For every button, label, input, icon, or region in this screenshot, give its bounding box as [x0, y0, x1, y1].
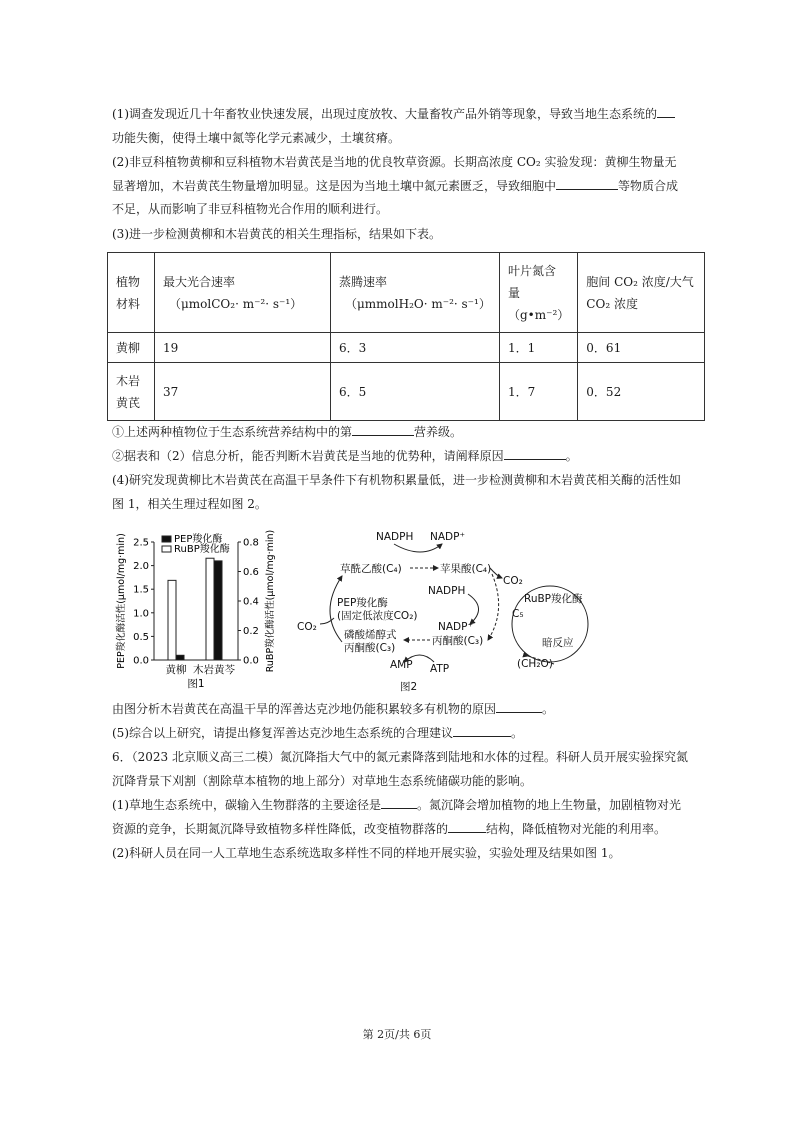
- arrow-malate-co2: [490, 568, 502, 578]
- arrow-malate-pyruvate: [488, 574, 499, 640]
- question-6-1-tail: 结构，降低植物对光能的利用率。: [486, 821, 667, 836]
- c5-label: C₅: [512, 608, 524, 620]
- legend-swatch-pep: [162, 536, 171, 542]
- arrow-co2-fixation: [330, 576, 342, 642]
- y-tick-label-left: 2.0: [133, 561, 149, 573]
- question-3-2-tail: 。: [565, 449, 578, 463]
- answer-blank[interactable]: [448, 820, 486, 833]
- table-cell: 37: [155, 363, 331, 421]
- answer-blank[interactable]: [657, 105, 675, 118]
- question-6: [112, 746, 688, 793]
- header-cell: 最大光合速率 （μmolCO₂· m⁻²· s⁻¹）: [155, 253, 331, 333]
- legend-swatch-rubp: [162, 546, 171, 552]
- answer-blank[interactable]: [453, 724, 511, 737]
- y-tick-label-right: 0.6: [243, 567, 259, 578]
- amp-label: AMP: [390, 659, 413, 671]
- pep-enzyme-note: (固定低浓度CO₂): [337, 610, 418, 622]
- question-6-1: [112, 794, 688, 841]
- question-4-text: (4)研究发现黄柳比木岩黄芪在高温干旱条件下有机物积累量低，进一步检测黄柳和木岩黄芪相关酶的活性如图 1，相关生理过程如图 2。: [112, 473, 682, 511]
- arrow-nadph-mid: [468, 594, 479, 624]
- question-3-2-text: ②据表和（2）信息分析，能否判断木岩黄芪是当地的优势种，请阐释原因: [112, 449, 504, 463]
- data-table: [107, 252, 705, 421]
- table-cell: 19: [155, 333, 331, 363]
- question-4-tail: [112, 698, 688, 722]
- malate-label: 苹果酸(C₄): [440, 563, 492, 575]
- question-5: [112, 722, 688, 746]
- x-tick-label: 黄柳: [165, 664, 187, 676]
- question-3-1: [112, 421, 688, 445]
- co2-label-left: CO₂: [297, 621, 317, 633]
- y-axis-label-left: PEP羧化酶活性(μmol/mg·min): [116, 533, 127, 669]
- answer-blank[interactable]: [496, 700, 542, 713]
- x-tick-label: 木岩黄芩: [193, 664, 235, 676]
- pep-label-line1: 磷酸烯醇式: [344, 629, 397, 641]
- table-cell: 1．7: [500, 363, 578, 421]
- y-tick-label-left: 0.0: [133, 655, 149, 667]
- question-3-2: [112, 445, 688, 469]
- bar-rubp-1: [206, 558, 214, 660]
- header-cell: 叶片氮含 量 （g•m⁻²）: [500, 253, 578, 333]
- question-6-2-text: (2)科研人员在同一人工草地生态系统选取多样性不同的样地开展实验，实验处理及结果如图 1。: [112, 846, 621, 860]
- table-cell: 0．52: [578, 363, 705, 421]
- question-6-1-text: (1)草地生态系统中，碳输入生物群落的主要途径是: [112, 798, 381, 812]
- legend-label-pep: PEP羧化酶: [174, 534, 223, 545]
- table-cell: 1．1: [500, 333, 578, 363]
- question-1-tail: 功能失衡，使得土壤中氮等化学元素减少，土壤贫瘠。: [112, 130, 401, 145]
- question-6-2: [112, 842, 688, 866]
- oxaloacetate-label: 草酰乙酸(C₄): [340, 563, 402, 575]
- question-4: [112, 469, 688, 516]
- rubp-enzyme-label: RuBP羧化酶: [524, 593, 583, 605]
- question-6-1-mid: 。氮沉降会增加植物的地上生物量，加剧植物对光资源的竞争，长期氮沉降导致植物多样性降低，改变植物群落的: [112, 798, 682, 836]
- header-cell: 蒸腾速率 （μmmolH₂O· m⁻²· s⁻¹）: [331, 253, 500, 333]
- question-6-text: 6．（2023 北京顺义高三二模）氮沉降指大气中的氮元素降落到陆地和水体的过程。科研人员开展实验探究氮沉降背景下刈割（割除草本植物的地上部分）对草地生态系统储碳功能的影响。: [112, 750, 688, 788]
- y-tick-label-left: 1.5: [133, 584, 149, 596]
- y-axis-label-right: RuBP羧化酶活性(μmol/mg·min): [265, 529, 276, 673]
- bar-pep-0: [176, 655, 184, 660]
- question-1-text: (1)调查发现近几十年畜牧业快速发展，出现过度放牧、大量畜牧产品外销等现象，导致当地生态系统的: [112, 107, 658, 121]
- ch2o-label: (CH₂O): [517, 658, 553, 670]
- table-cell: 6．3: [331, 333, 500, 363]
- co2-label-right: CO₂: [503, 575, 523, 587]
- question-3-text: (3)进一步检测黄柳和木岩黄芪的相关生理指标，结果如下表。: [112, 227, 442, 241]
- table-row: [108, 363, 705, 421]
- answer-blank[interactable]: [381, 796, 417, 809]
- arrow-nadph-top: [394, 544, 442, 552]
- table-header-row: [108, 253, 705, 333]
- plant-name: 木岩黄芪: [116, 373, 141, 410]
- answer-blank[interactable]: [352, 423, 414, 436]
- question-2: [112, 151, 688, 222]
- answer-blank[interactable]: [556, 177, 618, 190]
- question-2-text: (2)非豆科植物黄柳和豆科植物木岩黄芪是当地的优良牧草资源。长期高浓度 CO₂ 实验发现：黄柳生物量无显著增加，木岩黄芪生物量增加明显。这是因为当地土壤中氮元素匮乏，导致细胞中: [112, 155, 677, 193]
- table-cell: 黄柳: [108, 333, 155, 363]
- answer-blank[interactable]: [504, 447, 566, 460]
- question-3-1-text: ①上述两种植物位于生态系统营养结构中的第: [112, 425, 353, 439]
- header-cell: 胞间 CO₂ 浓度/大气 CO₂ 浓度: [578, 253, 705, 333]
- y-tick-label-right: 0.8: [243, 537, 259, 549]
- question-2-tail: 等物质合成不足，从而影响了非豆科植物光合作用的顺利进行。: [112, 178, 679, 216]
- figure-1-chart: [112, 520, 280, 692]
- period: 。: [511, 726, 524, 740]
- nadp-label-top: NADP⁺: [430, 531, 465, 543]
- pep-enzyme-label: PEP羧化酶: [337, 597, 388, 609]
- question-1: [112, 103, 688, 150]
- atp-label: ATP: [430, 663, 450, 675]
- figure-1-caption: 图1: [187, 678, 205, 690]
- y-tick-label-right: 0.4: [243, 596, 259, 608]
- period: 。: [542, 702, 555, 716]
- question-4-tail-text: 由图分析木岩黄芪在高温干旱的浑善达克沙地仍能积累较多有机物的原因: [112, 702, 497, 716]
- header-cell: 植物 材料: [108, 253, 155, 333]
- table-cell: 6．5: [331, 363, 500, 421]
- figure-2-diagram: [292, 520, 592, 692]
- bar-pep-1: [214, 561, 222, 660]
- y-tick-label-left: 0.5: [133, 631, 149, 643]
- nadph-label-mid: NADPH: [428, 585, 466, 597]
- table-cell: [108, 363, 155, 421]
- question-5-text: (5)综合以上研究，请提出修复浑善达克沙地生态系统的合理建议: [112, 726, 454, 740]
- figure-2-caption: 图2: [400, 681, 418, 692]
- legend-label-rubp: RuBP羧化酶: [174, 544, 230, 555]
- y-tick-label-left: 1.0: [133, 608, 149, 620]
- dark-reaction-label: 暗反应: [542, 637, 574, 649]
- page-footer: 第 2页/共 6页: [362, 1028, 432, 1041]
- nadp-label-mid: NADP⁺: [438, 621, 473, 633]
- table-row: [108, 333, 705, 363]
- y-tick-label-right: 0.0: [243, 655, 259, 667]
- question-3: [112, 223, 688, 247]
- bar-rubp-0: [168, 580, 176, 660]
- nadph-label-top: NADPH: [376, 531, 414, 543]
- pep-label-line2: 丙酮酸(C₃): [344, 642, 396, 654]
- y-tick-label-right: 0.2: [243, 626, 259, 637]
- y-tick-label-left: 2.5: [133, 537, 149, 549]
- table-cell: 0．61: [578, 333, 705, 363]
- pyruvate-label: 丙酮酸(C₃): [432, 635, 484, 647]
- question-3-1-tail: 营养级。: [414, 425, 463, 439]
